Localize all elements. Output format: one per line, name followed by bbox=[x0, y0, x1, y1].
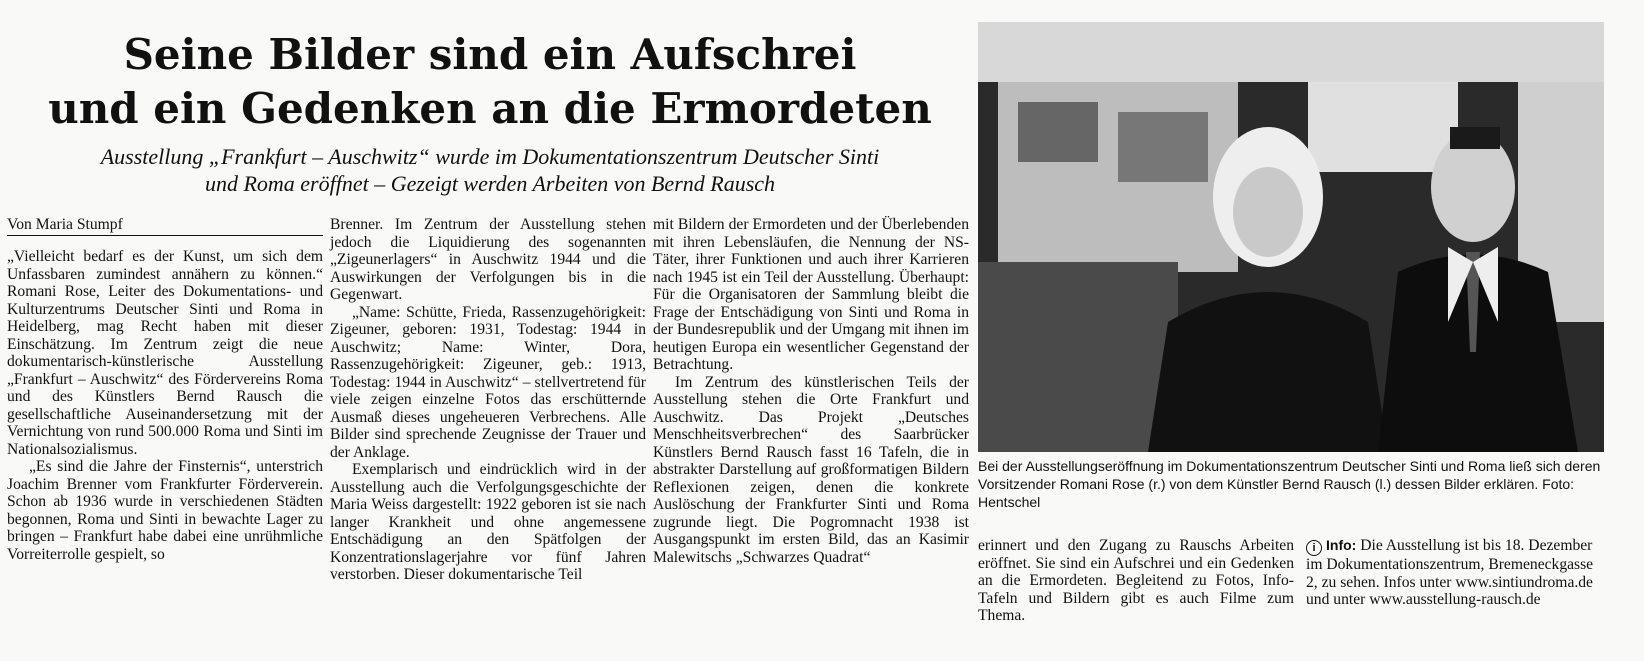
paragraph: „Es sind die Jahre der Finsternis“, unterstrich Joachim Brenner vom Frankfurter Förderverein. Schon ab 1936 wurde in verschiedenen Städten begonnen, Roma und Sinti in bewachte Lager zu bringen – Frankfurt habe dabei eine unrühmliche Vorreiterrolle gespielt, so bbox=[7, 458, 323, 563]
info-label: Info: bbox=[1326, 537, 1357, 553]
subheadline bbox=[40, 143, 940, 197]
headline bbox=[40, 28, 940, 136]
article-column-2 bbox=[330, 216, 646, 584]
article-column-4: erinnert und den Zugang zu Rauschs Arbeiten eröffnet. Sie sind ein Aufschrei und ein Gedenken an die Ermordeten. Begleitend zu Fotos, Info-Tafeln und Bildern gibt es auch Filme zum Thema. bbox=[978, 537, 1294, 624]
headline-line-2: und ein Gedenken an die Ermordeten bbox=[48, 84, 932, 133]
exhibition-photo bbox=[978, 22, 1604, 452]
byline: Von Maria Stumpf bbox=[7, 216, 323, 236]
info-text: Die Ausstellung ist bis 18. Dezember im Dokumentationszentrum, Bremeneckgasse 2, zu sehen. Infos unter www.sintiundroma.de und unter www.ausstellung-rausch.de bbox=[1306, 537, 1594, 608]
paragraph: mit Bildern der Ermordeten und der Überlebenden mit ihren Lebensläufen, die Nennung der NS-Täter, ihrer Funktionen und auch ihrer Karrieren nach 1945 ist ein Teil der Ausstellung. Überhaupt: Für die Organisatoren der Sammlung bleibt die Frage der Entschädigung von Sinti und Roma in der Bundesrepublik und der Umgang mit ihnen im heutigen Europa ein wesentlicher Gegenstand der Betrachtung. bbox=[653, 216, 969, 373]
subheadline-line-2: und Roma eröffnet – Gezeigt werden Arbeiten von Bernd Rausch bbox=[204, 171, 776, 196]
paragraph: Brenner. Im Zentrum der Ausstellung stehen jedoch die Liquidierung des sogenannten „Zigeunerlagers“ in Auschwitz 1944 und die Auswirkungen der Verfolgungen bis in die Gegenwart. bbox=[330, 216, 646, 303]
info-circle-icon: i bbox=[1306, 540, 1322, 556]
paragraph: Exemplarisch und eindrücklich wird in der Ausstellung auch die Verfolgungsgeschichte der Maria Weiss dargestellt: 1922 geboren ist sie nach langer Krankheit und ohne angemessene Entschädigung an den Spätfolgen der Konzentrationslagerjahre vor fünf Jahren verstorben. Dieser dokumentarische Teil bbox=[330, 461, 646, 583]
article-column-3 bbox=[653, 216, 969, 566]
headline-line-1: Seine Bilder sind ein Aufschrei bbox=[123, 30, 857, 79]
paragraph: Im Zentrum des künstlerischen Teils der Ausstellung stehen die Orte Frankfurt und Auschwitz. Das Projekt „Deutsches Menschheitsverbrechen“ des Saarbrücker Künstlers Bernd Rausch fasst 16 Tafeln, die in abstrakter Darstellung auf großformatigen Bildern Reflexionen zeigen, denen die konkrete Auslöschung der Frankfurter Sinti und Roma zugrunde liegt. Die Pogromnacht 1938 ist Ausgangspunkt im ersten Bild, das an Kasimir Malewitschs „Schwarzes Quadrat“ bbox=[653, 373, 969, 566]
article-column-1 bbox=[7, 248, 323, 563]
subheadline-line-1: Ausstellung „Frankfurt – Auschwitz“ wurde im Dokumentationszentrum Deutscher Sinti bbox=[100, 144, 880, 169]
info-box bbox=[1306, 537, 1606, 609]
paragraph: „Vielleicht bedarf es der Kunst, um sich dem Unfassbaren zumindest annähern zu können.“ Romani Rose, Leiter des Dokumentations- und Kulturzentrums Deutscher Sinti und Roma in Heidelberg, mag Recht haben mit dieser Einschätzung. Im Zentrum zeigt die neue dokumentarisch-künstlerische Ausstellung „Frankfurt – Auschwitz“ des Fördervereins Roma und des Künstlers Bernd Rausch die gesellschaftliche Auseinandersetzung mit der Vernichtung von rund 500.000 Roma und Sinti im Nationalsozialismus. bbox=[7, 248, 323, 458]
paragraph: „Name: Schütte, Frieda, Rassenzugehörigkeit: Zigeuner, geboren: 1931, Todestag: 1944 in Auschwitz; Name: Winter, Dora, Rassenzugehörigkeit: Zigeuner, geb.: 1913, Todestag: 1944 in Auschwitz“ – stellvertretend für viele zeigen einzelne Fotos das erschütternde Ausmaß dieses ungeheueren Verbrechens. Alle Bilder sind sprechende Zeugnisse der Trauer und der Anklage. bbox=[330, 303, 646, 461]
photo-caption: Bei der Ausstellungseröffnung im Dokumentationszentrum Deutscher Sinti und Roma ließ sich deren Vorsitzender Romani Rose (r.) von dem Künstler Bernd Rausch (l.) dessen Bilder erklären. Foto: Hentschel bbox=[978, 458, 1601, 510]
